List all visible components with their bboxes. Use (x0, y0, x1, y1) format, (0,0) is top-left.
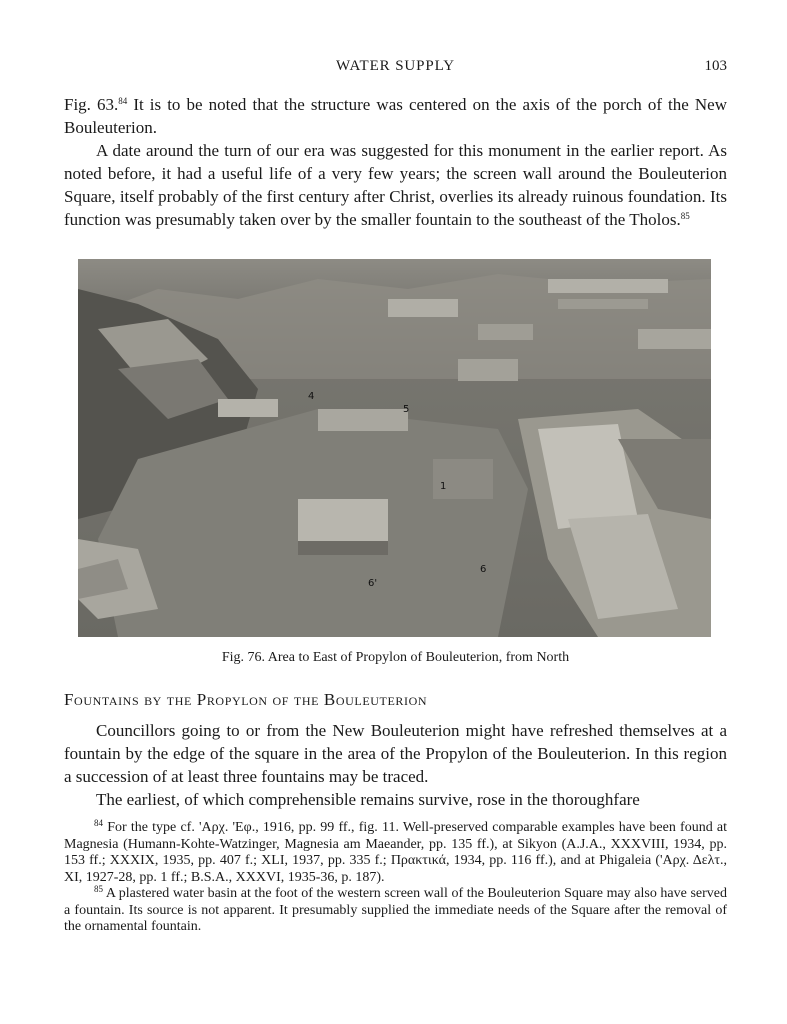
photo-label-6: 6 (480, 564, 487, 575)
footnote-text: A plastered water basin at the foot of the western screen wall of the Bouleuterion Square may also have served a fountain. Its source is not apparent. It presumably supplied the immediate needs of the Square after the removal of the ornamental fountain. (64, 886, 727, 934)
photo-illustration (78, 259, 711, 637)
photo-label-1: 1 (440, 481, 447, 492)
footnote-ref-85[interactable]: 85 (680, 211, 690, 221)
fig-ref: Fig. 63. (64, 95, 119, 114)
footnote-text: For the type cf. 'Αρχ. 'Εφ., 1916, pp. 99 ff., fig. 11. Well-preserved comparable examples have been found at Magnesia (Humann-Kohte-Watzinger, Magnesia am Maeander, pp. 135 ff.), at Sikyon (A.J.A., XXXVIII, 1934, pp. 153 ff.; XXXIX, 1935, pp. 407 f.; XLI, 1937, pp. 335 f.; Πρακτικά, 1934, pp. 116 ff.), and at Phigaleia ('Αρχ. Δελτ., XI, 1927-28, pp. 1 ff.; B.S.A., XXXVI, 1935-36, p. 187). (64, 820, 728, 885)
stone-block (318, 409, 408, 431)
paragraph-date (64, 139, 727, 231)
running-head (64, 58, 727, 82)
photo-label-5: 5 (403, 404, 410, 415)
stone-block (388, 299, 458, 317)
footnote-mark: 85 (94, 884, 103, 894)
stone-block (218, 399, 278, 417)
body-text-section (64, 719, 727, 811)
figure-caption: Fig. 76. Area to East of Propylon of Bouleuterion, from North (221, 650, 570, 665)
footnote-mark: 84 (94, 818, 103, 828)
section-heading: Fountains by the Propylon of the Bouleuterion (64, 690, 428, 709)
footnote-84 (64, 820, 727, 886)
photo-label-4: 4 (308, 391, 315, 402)
paragraph-continuation (64, 93, 727, 139)
photo-label-6-prime: 6' (368, 578, 378, 589)
stone-block (458, 359, 518, 381)
body-text-top (64, 93, 727, 231)
stone-block (478, 324, 533, 340)
paragraph-earliest: The earliest, of which comprehensible remains survive, rose in the thoroughfare (96, 790, 640, 809)
excavation-photograph (78, 259, 711, 637)
footnote-ref-84[interactable]: 84 (118, 96, 128, 106)
paragraph-text: It is to be noted that the structure was centered on the axis of the porch of the New Bouleuterion. (64, 95, 727, 137)
page-number: 103 (704, 58, 727, 74)
running-title: WATER SUPPLY (336, 58, 455, 74)
footnotes (64, 820, 727, 936)
paragraph-councillors: Councillors going to or from the New Bouleuterion might have refreshed themselves at a fountain by the edge of the square in the area of the Propylon of the Bouleuterion. In this region a succession of at least three fountains may be traced. (64, 721, 727, 786)
footnote-85 (64, 886, 727, 936)
stone-block (433, 459, 493, 499)
paragraph-text: A date around the turn of our era was suggested for this monument in the earlier report. As noted before, it had a useful life of a very few years; the screen wall around the Bouleuterion Square, itself probably of the first century after Christ, overlies its already ruinous foundation. Its function was presumably taken over by the smaller fountain to the southeast of the Tholos. (64, 141, 727, 229)
